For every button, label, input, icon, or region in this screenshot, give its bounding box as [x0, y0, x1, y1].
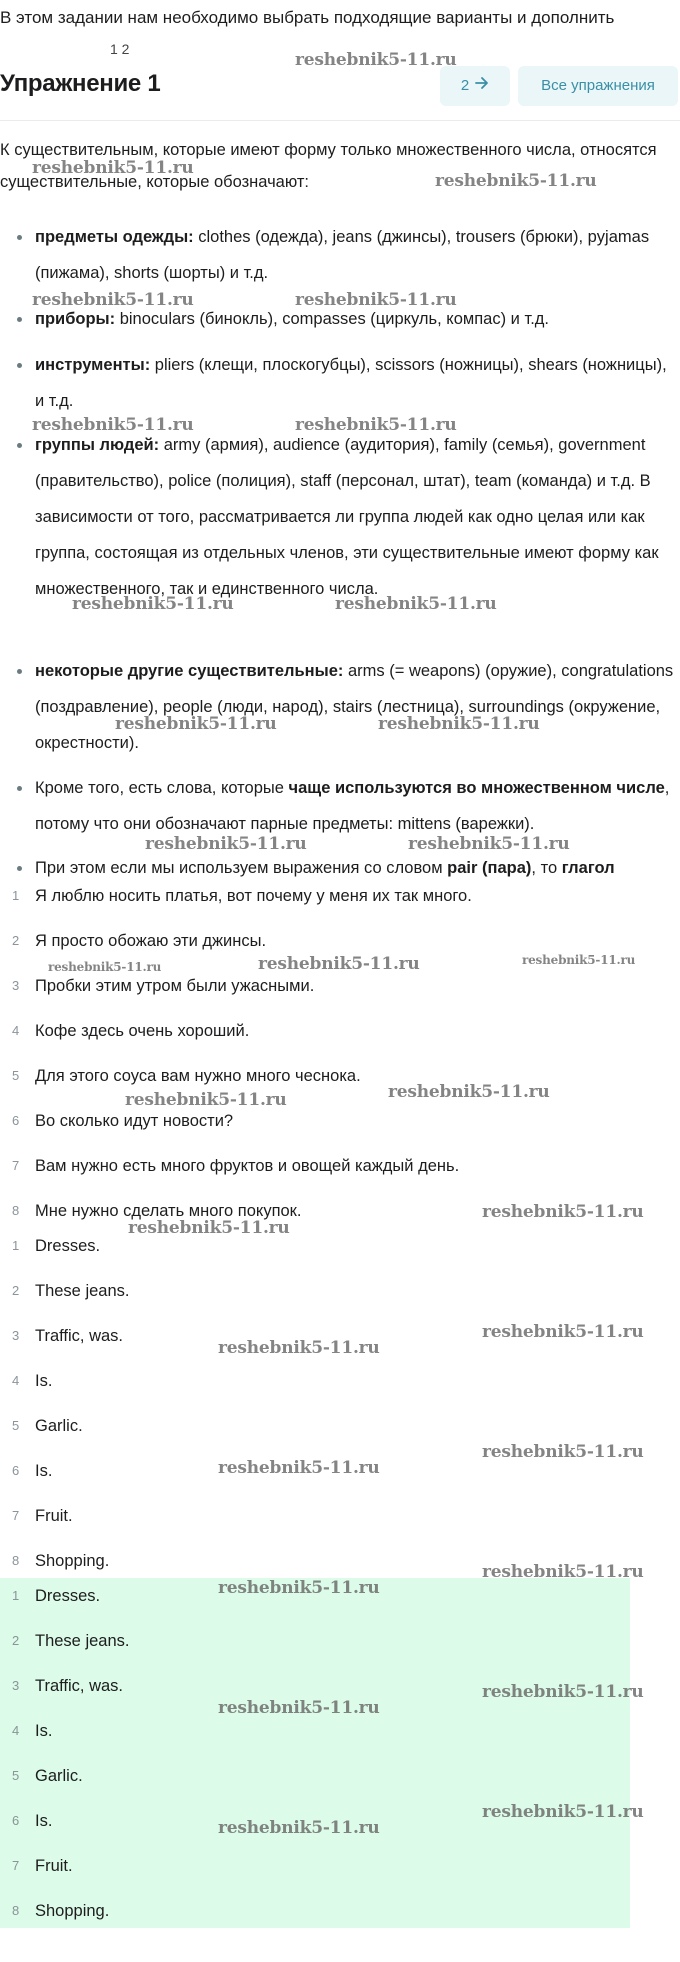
watermark: reshebnik5-11.ru — [48, 960, 162, 974]
list-item — [0, 925, 640, 957]
bullet-term: глагол — [561, 859, 615, 877]
watermark: reshebnik5-11.ru — [482, 1322, 644, 1342]
item-text: Fruit. — [35, 1507, 73, 1525]
bullet-term: некоторые другие существительные: — [35, 662, 344, 680]
item-text: Я просто обожаю эти джинсы. — [35, 932, 267, 950]
watermark: reshebnik5-11.ru — [218, 1818, 380, 1838]
list-item — [0, 1365, 640, 1397]
list-item — [0, 1015, 640, 1047]
item-number: 4 — [12, 1373, 20, 1388]
item-text: Dresses. — [35, 1587, 101, 1605]
item-text: Я люблю носить платья, вот почему у меня их так много. — [35, 887, 472, 905]
watermark: reshebnik5-11.ru — [295, 290, 457, 310]
item-number: 3 — [12, 1328, 20, 1343]
item-number: 2 — [12, 933, 20, 948]
item-text: Мне нужно сделать много покупок. — [35, 1202, 302, 1220]
item-text: Is. — [35, 1462, 53, 1480]
bullet-icon — [17, 786, 22, 791]
list-item — [0, 1500, 640, 1532]
item-number: 8 — [12, 1553, 20, 1568]
item-number: 5 — [12, 1068, 20, 1083]
bullet-term: приборы: — [35, 310, 116, 328]
watermark: reshebnik5-11.ru — [482, 1682, 644, 1702]
list-item — [0, 1715, 640, 1747]
item-number: 6 — [12, 1113, 20, 1128]
list-item — [0, 1850, 640, 1882]
list-item — [35, 219, 677, 291]
bullet-icon — [17, 235, 22, 240]
list-item — [0, 1195, 640, 1227]
item-number: 2 — [12, 1283, 20, 1298]
bullet-icon — [17, 363, 22, 368]
list-item — [0, 1625, 640, 1657]
watermark: reshebnik5-11.ru — [408, 834, 570, 854]
bullet-icon — [17, 317, 22, 322]
watermark: reshebnik5-11.ru — [115, 714, 277, 734]
watermark: reshebnik5-11.ru — [482, 1202, 644, 1222]
bullet-term: группы людей: — [35, 436, 160, 454]
bullet-icon — [17, 866, 22, 871]
item-number: 1 — [12, 888, 20, 903]
watermark: reshebnik5-11.ru — [32, 158, 194, 178]
watermark: reshebnik5-11.ru — [435, 171, 597, 191]
watermark: reshebnik5-11.ru — [145, 834, 307, 854]
list-item — [0, 1320, 640, 1352]
item-number: 1 — [12, 1238, 20, 1253]
list-item — [0, 1105, 640, 1137]
item-text: Garlic. — [35, 1417, 83, 1435]
item-number: 5 — [12, 1768, 20, 1783]
watermark: reshebnik5-11.ru — [32, 290, 194, 310]
item-number: 6 — [12, 1463, 20, 1478]
watermark: reshebnik5-11.ru — [32, 415, 194, 435]
watermark: reshebnik5-11.ru — [125, 1090, 287, 1110]
list-item — [0, 1805, 640, 1837]
item-text: Shopping. — [35, 1902, 110, 1920]
item-number: 7 — [12, 1158, 20, 1173]
watermark: reshebnik5-11.ru — [522, 953, 636, 967]
item-text: Garlic. — [35, 1767, 83, 1785]
watermark: reshebnik5-11.ru — [388, 1082, 550, 1102]
item-text: Traffic, was. — [35, 1327, 124, 1345]
watermark: reshebnik5-11.ru — [218, 1458, 380, 1478]
exercise-header — [0, 56, 680, 121]
list-item — [0, 1060, 640, 1092]
all-exercises-button[interactable]: Все упражнения — [518, 66, 678, 106]
watermark: reshebnik5-11.ru — [128, 1218, 290, 1238]
bullet-text: Кроме того, есть слова, которые — [35, 779, 289, 797]
bullet-icon — [17, 443, 22, 448]
bullet-text: clothes (одежда), jeans (джинсы), trousers (брюки), pyjamas (пижама), shorts (шорты) и т.д. — [35, 228, 650, 282]
list-item — [0, 1580, 640, 1612]
list-item — [35, 653, 677, 761]
watermark: reshebnik5-11.ru — [218, 1698, 380, 1718]
watermark: reshebnik5-11.ru — [295, 415, 457, 435]
item-text: Shopping. — [35, 1552, 110, 1570]
bullet-text: pliers (клещи, плоскогубцы), scissors (ножницы), shears (ножницы), и т.д. — [35, 356, 667, 410]
item-number: 6 — [12, 1813, 20, 1828]
item-text: Для этого соуса вам нужно много чеснока. — [35, 1067, 361, 1085]
watermark: reshebnik5-11.ru — [218, 1578, 380, 1598]
list-item — [0, 1760, 640, 1792]
bullet-term: предметы одежды: — [35, 228, 194, 246]
item-text: Fruit. — [35, 1857, 73, 1875]
watermark: reshebnik5-11.ru — [72, 594, 234, 614]
item-text: These jeans. — [35, 1282, 130, 1300]
item-number: 8 — [12, 1903, 20, 1918]
list-item — [35, 301, 677, 337]
bullet-text: , то — [531, 859, 562, 877]
item-text: Dresses. — [35, 1237, 101, 1255]
item-number: 3 — [12, 978, 20, 993]
item-number: 7 — [12, 1508, 20, 1523]
page-title: Упражнение 1 — [0, 70, 161, 97]
item-number: 7 — [12, 1858, 20, 1873]
item-text: These jeans. — [35, 1632, 130, 1650]
bullet-text: binoculars (бинокль), compasses (циркуль, компас) и т.д. — [115, 310, 549, 328]
bullet-term: pair (пара) — [447, 859, 532, 877]
bullet-term: инструменты: — [35, 356, 151, 374]
intro-cutoff — [0, 30, 680, 57]
item-text: Пробки этим утром были ужасными. — [35, 977, 315, 995]
item-number: 2 — [12, 1633, 20, 1648]
list-item — [0, 970, 640, 1002]
watermark: reshebnik5-11.ru — [482, 1802, 644, 1822]
list-item — [35, 347, 677, 419]
list-item — [0, 1230, 640, 1262]
item-text: Is. — [35, 1812, 53, 1830]
item-number: 4 — [12, 1723, 20, 1738]
watermark: reshebnik5-11.ru — [482, 1442, 644, 1462]
list-item — [0, 1670, 640, 1702]
list-item — [0, 1275, 640, 1307]
watermark: reshebnik5-11.ru — [482, 1562, 644, 1582]
watermark: reshebnik5-11.ru — [335, 594, 497, 614]
intro-text: В этом задании нам необходимо выбрать подходящие варианты и дополнить — [0, 8, 615, 27]
item-number: 3 — [12, 1678, 20, 1693]
list-item — [0, 1895, 640, 1927]
list-item — [35, 427, 677, 607]
intro-cut-text: 1 2 — [110, 41, 130, 57]
bullet-text: При этом если мы используем выражения со словом — [35, 859, 448, 877]
arrow-right-icon — [475, 66, 489, 106]
item-text: Во сколько идут новости? — [35, 1112, 234, 1130]
item-number: 1 — [12, 1588, 20, 1603]
bullet-icon — [17, 669, 22, 674]
bullet-term: чаще используются во множественном числе — [288, 779, 665, 797]
item-text: Вам нужно есть много фруктов и овощей каждый день. — [35, 1157, 460, 1175]
item-text: Is. — [35, 1372, 53, 1390]
item-text: Кофе здесь очень хороший. — [35, 1022, 250, 1040]
watermark: reshebnik5-11.ru — [218, 1338, 380, 1358]
bullet-text: army (армия), audience (аудитория), family (семья), government (правительство), police (полиция), staff (персонал, штат), team (команда) и т.д. В зависимости от того, рассматривается ли группа людей как одно целая или как группа, состоящая из отдельных членов, эти существительные имеют форму как множественного, так и единственного числа. — [35, 436, 659, 598]
item-number: 5 — [12, 1418, 20, 1433]
item-number: 8 — [12, 1203, 20, 1218]
bullet-text: arms (= weapons) (оружие), congratulations (поздравление), people (люди, народ), stairs (лестница), surroundings (окружение, окрестности). — [35, 662, 674, 752]
bullet-text: , потому что они обозначают парные предметы: mittens (варежки). — [35, 779, 670, 833]
list-item — [0, 1410, 640, 1442]
item-text: Is. — [35, 1722, 53, 1740]
item-number: 4 — [12, 1023, 20, 1038]
next-exercise-button[interactable] — [440, 66, 510, 106]
list-item — [0, 1545, 640, 1577]
rule-paragraph: К существительным, которые имеют форму только множественного числа, относятся существительные, которые обозначают: — [0, 141, 657, 191]
list-item — [35, 770, 677, 842]
watermark: reshebnik5-11.ru — [258, 954, 420, 974]
list-item — [0, 880, 640, 912]
next-exercise-label: 2 — [460, 77, 470, 94]
watermark: reshebnik5-11.ru — [378, 714, 540, 734]
watermark: reshebnik5-11.ru — [295, 50, 457, 70]
item-text: Traffic, was. — [35, 1677, 124, 1695]
list-item — [0, 1150, 640, 1182]
list-item — [0, 1455, 640, 1487]
